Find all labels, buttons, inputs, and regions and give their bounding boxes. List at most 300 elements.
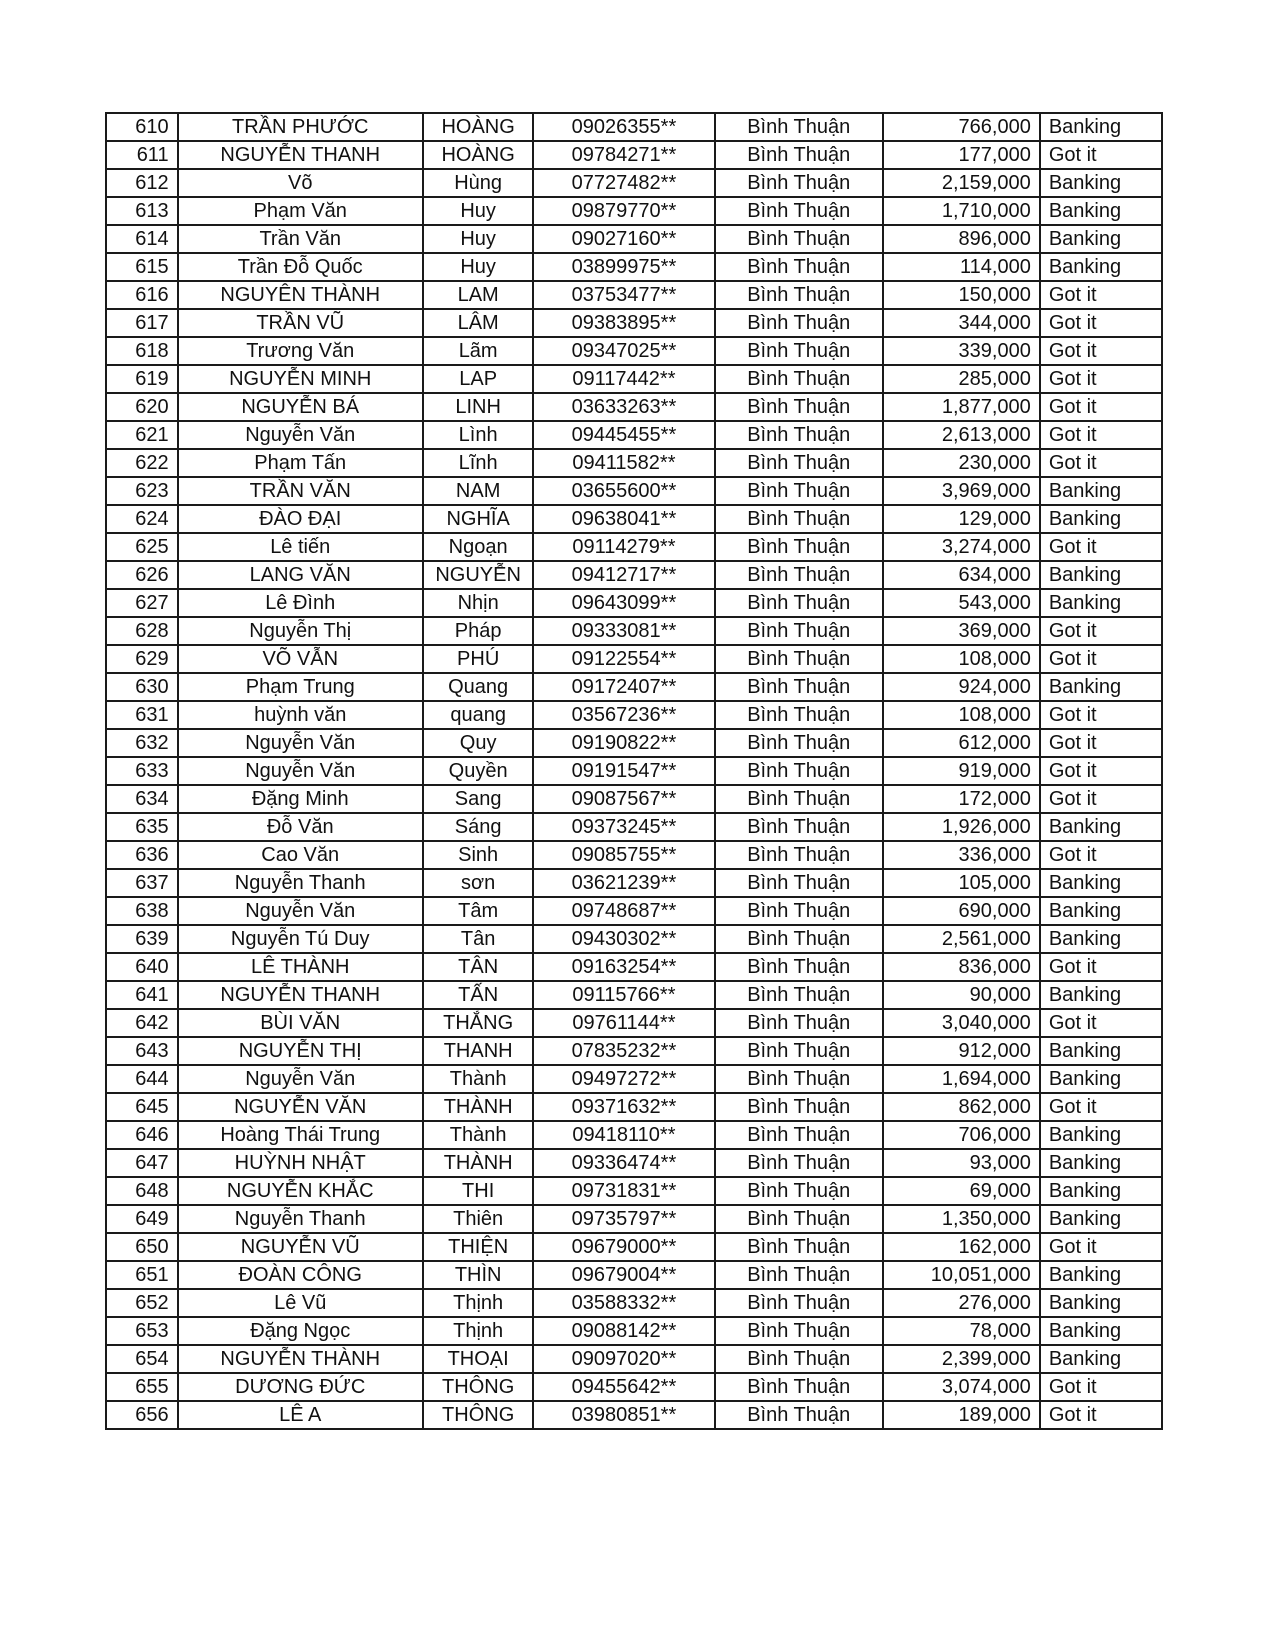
payment-method-cell: Got it xyxy=(1040,281,1162,309)
province-cell: Bình Thuận xyxy=(715,365,883,393)
table-row xyxy=(106,1317,1162,1345)
amount-cell: 162,000 xyxy=(883,1233,1040,1261)
payment-method-cell: Got it xyxy=(1040,393,1162,421)
province-cell: Bình Thuận xyxy=(715,1317,883,1345)
last-name-cell: NGUYÊN THÀNH xyxy=(178,281,423,309)
last-name-cell: Cao Văn xyxy=(178,841,423,869)
table-row xyxy=(106,1149,1162,1177)
payment-method-cell: Banking xyxy=(1040,813,1162,841)
amount-cell: 114,000 xyxy=(883,253,1040,281)
payment-method-cell: Banking xyxy=(1040,981,1162,1009)
last-name-cell: NGUYỄN KHẮC xyxy=(178,1177,423,1205)
first-name-cell: Ngoạn xyxy=(423,533,534,561)
row-number: 636 xyxy=(106,841,178,869)
payment-method-cell: Got it xyxy=(1040,729,1162,757)
row-number: 650 xyxy=(106,1233,178,1261)
province-cell: Bình Thuận xyxy=(715,841,883,869)
province-cell: Bình Thuận xyxy=(715,925,883,953)
table-row xyxy=(106,981,1162,1009)
province-cell: Bình Thuận xyxy=(715,701,883,729)
row-number: 651 xyxy=(106,1261,178,1289)
payment-method-cell: Got it xyxy=(1040,1233,1162,1261)
last-name-cell: LÊ THÀNH xyxy=(178,953,423,981)
payment-method-cell: Got it xyxy=(1040,1093,1162,1121)
row-number: 649 xyxy=(106,1205,178,1233)
table-row xyxy=(106,309,1162,337)
table-row xyxy=(106,617,1162,645)
amount-cell: 1,710,000 xyxy=(883,197,1040,225)
amount-cell: 1,350,000 xyxy=(883,1205,1040,1233)
phone-cell: 03980851** xyxy=(533,1401,714,1429)
payment-method-cell: Got it xyxy=(1040,841,1162,869)
phone-cell: 09418110** xyxy=(533,1121,714,1149)
phone-cell: 09784271** xyxy=(533,141,714,169)
row-number: 620 xyxy=(106,393,178,421)
payment-method-cell: Banking xyxy=(1040,113,1162,141)
phone-cell: 09117442** xyxy=(533,365,714,393)
row-number: 625 xyxy=(106,533,178,561)
amount-cell: 2,159,000 xyxy=(883,169,1040,197)
table-row xyxy=(106,477,1162,505)
payment-method-cell: Got it xyxy=(1040,141,1162,169)
payment-method-cell: Got it xyxy=(1040,449,1162,477)
first-name-cell: HOÀNG xyxy=(423,113,534,141)
row-number: 644 xyxy=(106,1065,178,1093)
first-name-cell: NGHĨA xyxy=(423,505,534,533)
phone-cell: 09445455** xyxy=(533,421,714,449)
amount-cell: 93,000 xyxy=(883,1149,1040,1177)
phone-cell: 09748687** xyxy=(533,897,714,925)
payment-method-cell: Banking xyxy=(1040,197,1162,225)
amount-cell: 344,000 xyxy=(883,309,1040,337)
table-row xyxy=(106,897,1162,925)
amount-cell: 339,000 xyxy=(883,337,1040,365)
province-cell: Bình Thuận xyxy=(715,1009,883,1037)
table-row xyxy=(106,1065,1162,1093)
province-cell: Bình Thuận xyxy=(715,869,883,897)
province-cell: Bình Thuận xyxy=(715,561,883,589)
payment-method-cell: Got it xyxy=(1040,1373,1162,1401)
phone-cell: 09373245** xyxy=(533,813,714,841)
province-cell: Bình Thuận xyxy=(715,645,883,673)
amount-cell: 230,000 xyxy=(883,449,1040,477)
province-cell: Bình Thuận xyxy=(715,225,883,253)
last-name-cell: Lê tiến xyxy=(178,533,423,561)
first-name-cell: Huy xyxy=(423,253,534,281)
province-cell: Bình Thuận xyxy=(715,1373,883,1401)
payment-method-cell: Banking xyxy=(1040,1177,1162,1205)
phone-cell: 09122554** xyxy=(533,645,714,673)
row-number: 640 xyxy=(106,953,178,981)
table-row xyxy=(106,1177,1162,1205)
province-cell: Bình Thuận xyxy=(715,897,883,925)
table-row xyxy=(106,365,1162,393)
province-cell: Bình Thuận xyxy=(715,1093,883,1121)
phone-cell: 09731831** xyxy=(533,1177,714,1205)
province-cell: Bình Thuận xyxy=(715,813,883,841)
row-number: 631 xyxy=(106,701,178,729)
table-row xyxy=(106,561,1162,589)
amount-cell: 543,000 xyxy=(883,589,1040,617)
phone-cell: 09114279** xyxy=(533,533,714,561)
table-row xyxy=(106,449,1162,477)
first-name-cell: Sang xyxy=(423,785,534,813)
amount-cell: 3,074,000 xyxy=(883,1373,1040,1401)
row-number: 637 xyxy=(106,869,178,897)
table-row xyxy=(106,1205,1162,1233)
payment-method-cell: Banking xyxy=(1040,1261,1162,1289)
last-name-cell: Nguyễn Thanh xyxy=(178,869,423,897)
last-name-cell: Phạm Văn xyxy=(178,197,423,225)
amount-cell: 706,000 xyxy=(883,1121,1040,1149)
table-row xyxy=(106,337,1162,365)
table-row xyxy=(106,505,1162,533)
table-row xyxy=(106,113,1162,141)
last-name-cell: Lê Đình xyxy=(178,589,423,617)
last-name-cell: Nguyễn Tú Duy xyxy=(178,925,423,953)
last-name-cell: LÊ A xyxy=(178,1401,423,1429)
row-number: 654 xyxy=(106,1345,178,1373)
payment-method-cell: Banking xyxy=(1040,1289,1162,1317)
phone-cell: 07727482** xyxy=(533,169,714,197)
first-name-cell: LINH xyxy=(423,393,534,421)
payment-method-cell: Banking xyxy=(1040,897,1162,925)
province-cell: Bình Thuận xyxy=(715,505,883,533)
province-cell: Bình Thuận xyxy=(715,1065,883,1093)
row-number: 614 xyxy=(106,225,178,253)
phone-cell: 09761144** xyxy=(533,1009,714,1037)
last-name-cell: NGUYỄN THỊ xyxy=(178,1037,423,1065)
payment-method-cell: Banking xyxy=(1040,225,1162,253)
first-name-cell: Tân xyxy=(423,925,534,953)
row-number: 638 xyxy=(106,897,178,925)
row-number: 626 xyxy=(106,561,178,589)
table-row xyxy=(106,1233,1162,1261)
amount-cell: 1,926,000 xyxy=(883,813,1040,841)
row-number: 634 xyxy=(106,785,178,813)
province-cell: Bình Thuận xyxy=(715,1289,883,1317)
province-cell: Bình Thuận xyxy=(715,1121,883,1149)
phone-cell: 09371632** xyxy=(533,1093,714,1121)
province-cell: Bình Thuận xyxy=(715,253,883,281)
amount-cell: 3,274,000 xyxy=(883,533,1040,561)
first-name-cell: sơn xyxy=(423,869,534,897)
last-name-cell: NGUYỄN THANH xyxy=(178,981,423,1009)
last-name-cell: Đặng Ngọc xyxy=(178,1317,423,1345)
row-number: 630 xyxy=(106,673,178,701)
first-name-cell: TÂN xyxy=(423,953,534,981)
phone-cell: 09638041** xyxy=(533,505,714,533)
table-row xyxy=(106,141,1162,169)
first-name-cell: Thịnh xyxy=(423,1289,534,1317)
table-row xyxy=(106,589,1162,617)
first-name-cell: Thành xyxy=(423,1121,534,1149)
phone-cell: 09347025** xyxy=(533,337,714,365)
province-cell: Bình Thuận xyxy=(715,953,883,981)
table-row xyxy=(106,533,1162,561)
last-name-cell: Phạm Tấn xyxy=(178,449,423,477)
table-row xyxy=(106,701,1162,729)
phone-cell: 09735797** xyxy=(533,1205,714,1233)
table-row xyxy=(106,673,1162,701)
amount-cell: 3,969,000 xyxy=(883,477,1040,505)
amount-cell: 896,000 xyxy=(883,225,1040,253)
phone-cell: 09163254** xyxy=(533,953,714,981)
first-name-cell: Nhịn xyxy=(423,589,534,617)
row-number: 653 xyxy=(106,1317,178,1345)
row-number: 616 xyxy=(106,281,178,309)
province-cell: Bình Thuận xyxy=(715,309,883,337)
table-row xyxy=(106,841,1162,869)
amount-cell: 285,000 xyxy=(883,365,1040,393)
amount-cell: 150,000 xyxy=(883,281,1040,309)
amount-cell: 862,000 xyxy=(883,1093,1040,1121)
province-cell: Bình Thuận xyxy=(715,337,883,365)
phone-cell: 03899975** xyxy=(533,253,714,281)
table-row xyxy=(106,1009,1162,1037)
phone-cell: 09190822** xyxy=(533,729,714,757)
province-cell: Bình Thuận xyxy=(715,617,883,645)
last-name-cell: Lê Vũ xyxy=(178,1289,423,1317)
row-number: 611 xyxy=(106,141,178,169)
row-number: 624 xyxy=(106,505,178,533)
first-name-cell: Pháp xyxy=(423,617,534,645)
phone-cell: 09383895** xyxy=(533,309,714,337)
province-cell: Bình Thuận xyxy=(715,729,883,757)
amount-cell: 924,000 xyxy=(883,673,1040,701)
last-name-cell: Đỗ Văn xyxy=(178,813,423,841)
phone-cell: 03655600** xyxy=(533,477,714,505)
phone-cell: 09497272** xyxy=(533,1065,714,1093)
last-name-cell: TRẦN VŨ xyxy=(178,309,423,337)
last-name-cell: NGUYỄN BÁ xyxy=(178,393,423,421)
last-name-cell: ĐÀO ĐẠI xyxy=(178,505,423,533)
first-name-cell: Thịnh xyxy=(423,1317,534,1345)
phone-cell: 09679000** xyxy=(533,1233,714,1261)
amount-cell: 108,000 xyxy=(883,645,1040,673)
table-row xyxy=(106,1037,1162,1065)
phone-cell: 09879770** xyxy=(533,197,714,225)
first-name-cell: Quy xyxy=(423,729,534,757)
first-name-cell: Quyền xyxy=(423,757,534,785)
row-number: 617 xyxy=(106,309,178,337)
table-row xyxy=(106,1373,1162,1401)
payment-method-cell: Got it xyxy=(1040,785,1162,813)
province-cell: Bình Thuận xyxy=(715,393,883,421)
phone-cell: 07835232** xyxy=(533,1037,714,1065)
first-name-cell: LAP xyxy=(423,365,534,393)
payment-method-cell: Banking xyxy=(1040,869,1162,897)
first-name-cell: quang xyxy=(423,701,534,729)
amount-cell: 129,000 xyxy=(883,505,1040,533)
row-number: 645 xyxy=(106,1093,178,1121)
row-number: 622 xyxy=(106,449,178,477)
table-row xyxy=(106,281,1162,309)
payment-method-cell: Got it xyxy=(1040,617,1162,645)
province-cell: Bình Thuận xyxy=(715,1345,883,1373)
table-row xyxy=(106,785,1162,813)
first-name-cell: Tâm xyxy=(423,897,534,925)
last-name-cell: LANG VĂN xyxy=(178,561,423,589)
row-number: 656 xyxy=(106,1401,178,1429)
amount-cell: 10,051,000 xyxy=(883,1261,1040,1289)
province-cell: Bình Thuận xyxy=(715,477,883,505)
province-cell: Bình Thuận xyxy=(715,1261,883,1289)
first-name-cell: Thiên xyxy=(423,1205,534,1233)
payment-method-cell: Got it xyxy=(1040,421,1162,449)
payment-method-cell: Got it xyxy=(1040,533,1162,561)
row-number: 655 xyxy=(106,1373,178,1401)
phone-cell: 09430302** xyxy=(533,925,714,953)
first-name-cell: THÀNH xyxy=(423,1093,534,1121)
phone-cell: 09455642** xyxy=(533,1373,714,1401)
table-body xyxy=(106,113,1162,1429)
phone-cell: 03588332** xyxy=(533,1289,714,1317)
row-number: 621 xyxy=(106,421,178,449)
row-number: 623 xyxy=(106,477,178,505)
row-number: 633 xyxy=(106,757,178,785)
first-name-cell: PHÚ xyxy=(423,645,534,673)
row-number: 615 xyxy=(106,253,178,281)
payment-method-cell: Got it xyxy=(1040,701,1162,729)
table-row xyxy=(106,169,1162,197)
province-cell: Bình Thuận xyxy=(715,141,883,169)
province-cell: Bình Thuận xyxy=(715,533,883,561)
last-name-cell: Hoàng Thái Trung xyxy=(178,1121,423,1149)
last-name-cell: Nguyễn Văn xyxy=(178,1065,423,1093)
first-name-cell: THÌN xyxy=(423,1261,534,1289)
province-cell: Bình Thuận xyxy=(715,1401,883,1429)
first-name-cell: THẮNG xyxy=(423,1009,534,1037)
phone-cell: 09191547** xyxy=(533,757,714,785)
last-name-cell: NGUYỄN VŨ xyxy=(178,1233,423,1261)
last-name-cell: TRẦN PHƯỚC xyxy=(178,113,423,141)
amount-cell: 177,000 xyxy=(883,141,1040,169)
first-name-cell: Quang xyxy=(423,673,534,701)
first-name-cell: Thành xyxy=(423,1065,534,1093)
last-name-cell: Phạm Trung xyxy=(178,673,423,701)
payment-method-cell: Banking xyxy=(1040,1345,1162,1373)
row-number: 619 xyxy=(106,365,178,393)
last-name-cell: huỳnh văn xyxy=(178,701,423,729)
first-name-cell: THÔNG xyxy=(423,1373,534,1401)
last-name-cell: NGUYỄN THANH xyxy=(178,141,423,169)
phone-cell: 09412717** xyxy=(533,561,714,589)
first-name-cell: Huy xyxy=(423,225,534,253)
phone-cell: 09097020** xyxy=(533,1345,714,1373)
phone-cell: 09643099** xyxy=(533,589,714,617)
last-name-cell: NGUYỄN THÀNH xyxy=(178,1345,423,1373)
phone-cell: 09087567** xyxy=(533,785,714,813)
province-cell: Bình Thuận xyxy=(715,169,883,197)
first-name-cell: NGUYỄN xyxy=(423,561,534,589)
first-name-cell: TẤN xyxy=(423,981,534,1009)
province-cell: Bình Thuận xyxy=(715,197,883,225)
amount-cell: 634,000 xyxy=(883,561,1040,589)
payment-method-cell: Got it xyxy=(1040,953,1162,981)
table-row xyxy=(106,421,1162,449)
row-number: 643 xyxy=(106,1037,178,1065)
payment-method-cell: Banking xyxy=(1040,1065,1162,1093)
amount-cell: 612,000 xyxy=(883,729,1040,757)
payment-method-cell: Banking xyxy=(1040,169,1162,197)
first-name-cell: THÀNH xyxy=(423,1149,534,1177)
phone-cell: 03753477** xyxy=(533,281,714,309)
province-cell: Bình Thuận xyxy=(715,281,883,309)
first-name-cell: HOÀNG xyxy=(423,141,534,169)
province-cell: Bình Thuận xyxy=(715,981,883,1009)
amount-cell: 3,040,000 xyxy=(883,1009,1040,1037)
last-name-cell: Nguyễn Văn xyxy=(178,729,423,757)
phone-cell: 03621239** xyxy=(533,869,714,897)
phone-cell: 09333081** xyxy=(533,617,714,645)
first-name-cell: THOẠI xyxy=(423,1345,534,1373)
row-number: 610 xyxy=(106,113,178,141)
amount-cell: 336,000 xyxy=(883,841,1040,869)
table-row xyxy=(106,197,1162,225)
row-number: 613 xyxy=(106,197,178,225)
phone-cell: 09336474** xyxy=(533,1149,714,1177)
last-name-cell: ĐOÀN CÔNG xyxy=(178,1261,423,1289)
amount-cell: 276,000 xyxy=(883,1289,1040,1317)
payment-method-cell: Banking xyxy=(1040,253,1162,281)
last-name-cell: Đặng Minh xyxy=(178,785,423,813)
table-row xyxy=(106,869,1162,897)
phone-cell: 09411582** xyxy=(533,449,714,477)
first-name-cell: Lình xyxy=(423,421,534,449)
amount-cell: 766,000 xyxy=(883,113,1040,141)
payment-method-cell: Got it xyxy=(1040,1009,1162,1037)
first-name-cell: THANH xyxy=(423,1037,534,1065)
table-row xyxy=(106,757,1162,785)
province-cell: Bình Thuận xyxy=(715,785,883,813)
table-row xyxy=(106,645,1162,673)
amount-cell: 836,000 xyxy=(883,953,1040,981)
amount-cell: 78,000 xyxy=(883,1317,1040,1345)
last-name-cell: DƯƠNG ĐỨC xyxy=(178,1373,423,1401)
amount-cell: 912,000 xyxy=(883,1037,1040,1065)
row-number: 629 xyxy=(106,645,178,673)
payment-method-cell: Banking xyxy=(1040,561,1162,589)
table-row xyxy=(106,225,1162,253)
first-name-cell: NAM xyxy=(423,477,534,505)
row-number: 612 xyxy=(106,169,178,197)
last-name-cell: Nguyễn Thanh xyxy=(178,1205,423,1233)
amount-cell: 108,000 xyxy=(883,701,1040,729)
payment-method-cell: Got it xyxy=(1040,337,1162,365)
row-number: 632 xyxy=(106,729,178,757)
first-name-cell: LÂM xyxy=(423,309,534,337)
amount-cell: 69,000 xyxy=(883,1177,1040,1205)
row-number: 646 xyxy=(106,1121,178,1149)
last-name-cell: VÕ VẪN xyxy=(178,645,423,673)
province-cell: Bình Thuận xyxy=(715,1177,883,1205)
amount-cell: 2,613,000 xyxy=(883,421,1040,449)
province-cell: Bình Thuận xyxy=(715,673,883,701)
table-row xyxy=(106,1261,1162,1289)
table-row xyxy=(106,1289,1162,1317)
row-number: 641 xyxy=(106,981,178,1009)
first-name-cell: Huy xyxy=(423,197,534,225)
first-name-cell: Sáng xyxy=(423,813,534,841)
amount-cell: 1,877,000 xyxy=(883,393,1040,421)
payment-method-cell: Banking xyxy=(1040,1037,1162,1065)
first-name-cell: Lãm xyxy=(423,337,534,365)
last-name-cell: BÙI VĂN xyxy=(178,1009,423,1037)
payment-method-cell: Banking xyxy=(1040,1205,1162,1233)
amount-cell: 369,000 xyxy=(883,617,1040,645)
table-row xyxy=(106,1093,1162,1121)
